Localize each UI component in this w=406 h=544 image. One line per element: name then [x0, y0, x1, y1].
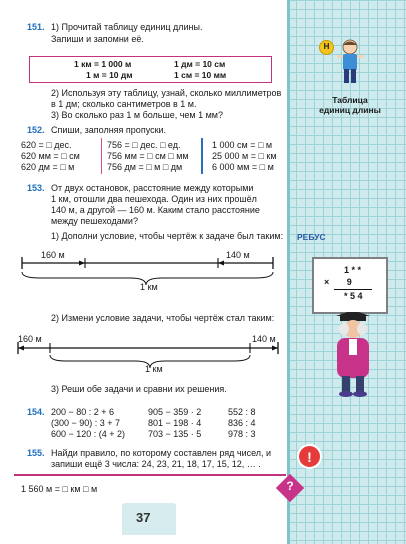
- ex153-task1: 1) Дополни условие, чтобы чертёж к задаче был таким:: [51, 231, 284, 241]
- bottom-divider: [14, 474, 286, 476]
- ex152-c2-r3: 756 дм = □ м □ дм: [107, 162, 183, 172]
- ex153-text-3: 140 м, а другой — 160 м. Каким стало расстояние: [51, 205, 260, 215]
- ex155-line2: запиши ещё 3 числа: 24, 23, 21, 18, 17, 15, 12, … .: [51, 459, 261, 469]
- rebus-row2: × 9: [324, 277, 352, 287]
- ex152-divider-1: [101, 138, 102, 174]
- ex151-line1: 1) Прочитай таблицу единиц длины.: [51, 22, 203, 32]
- unit-m: 1 м = 10 дм: [86, 70, 133, 80]
- ex153-task2: 2) Измени условие задачи, чтобы чертёж стал таким:: [51, 313, 275, 323]
- bottom-task: 1 560 м = □ км □ м: [21, 484, 98, 494]
- ex154-c1-r2: (300 − 90) : 3 + 7: [51, 418, 121, 428]
- ex152-c2-r2: 756 мм = □ см □ мм: [107, 151, 189, 161]
- d1-total-label: 1 км: [140, 282, 158, 292]
- ex153-task3: 3) Реши обе задачи и сравни их решения.: [51, 384, 227, 394]
- ex151-q2-line1: 2) Используя эту таблицу, узнай, сколько миллиметров: [51, 88, 282, 98]
- d2-right-label: 140 м: [252, 334, 276, 344]
- ex153-text-1: От двух остановок, расстояние между которыми: [51, 183, 254, 193]
- ex152-c3-r1: 1 000 см = □ м: [212, 140, 273, 150]
- rebus-line: [334, 289, 372, 290]
- exclamation-glyph: !: [307, 449, 312, 465]
- segment-diagram-2: [0, 328, 287, 378]
- hint-badge-letter: Н: [323, 42, 330, 51]
- unit-dm: 1 дм = 10 см: [174, 59, 226, 69]
- ex154-c3-r3: 978 : 3: [228, 429, 256, 439]
- exercise-153-number: 153.: [27, 183, 45, 193]
- ex154-c2-r2: 801 − 198 · 4: [148, 418, 202, 428]
- d2-left-label: 160 м: [18, 334, 42, 344]
- ex154-c3-r2: 836 : 4: [228, 418, 256, 428]
- ex152-c1-r1: 620 = □ дес.: [21, 140, 72, 150]
- ex154-c1-r3: 600 − 120 : (4 + 2): [51, 429, 126, 439]
- ex154-c2-r3: 703 − 135 · 5: [148, 429, 202, 439]
- ex153-text-4: между пешеходами?: [51, 216, 138, 226]
- exercise-155-number: 155.: [27, 448, 45, 458]
- exercise-151-number: 151.: [27, 22, 45, 32]
- ex151-q3: 3) Во сколько раз 1 м больше, чем 1 мм?: [51, 110, 223, 120]
- d2-total-label: 1 км: [145, 364, 163, 374]
- rebus-board: [312, 257, 388, 314]
- d2-arrow-left: [18, 346, 24, 351]
- length-units-table: [29, 56, 272, 83]
- rebus-row3: * 5 4: [344, 291, 363, 301]
- ex152-divider-2: [201, 138, 203, 174]
- rebus-row1: 1 * *: [344, 265, 362, 275]
- ex155-line1: Найди правило, по которому составлен ряд чисел, и: [51, 448, 272, 458]
- page-number: 37: [136, 510, 151, 525]
- d1-arrow-b: [218, 261, 224, 266]
- sidebar-title-line2: единиц длины: [319, 105, 381, 115]
- ex152-c1-r2: 620 мм = □ см: [21, 151, 80, 161]
- ex151-line2: Запиши и запомни её.: [51, 34, 144, 44]
- unit-km: 1 км = 1 000 м: [74, 59, 132, 69]
- unit-cm: 1 см = 10 мм: [174, 70, 227, 80]
- hint-badge: [319, 40, 334, 55]
- exercise-154-number: 154.: [27, 407, 45, 417]
- ex154-c2-r1: 905 − 359 · 2: [148, 407, 202, 417]
- exclamation-icon: [297, 444, 322, 469]
- d2-arrow-right: [272, 346, 278, 351]
- ex154-c1-r1: 200 − 80 : 2 + 6: [51, 407, 115, 417]
- sidebar-title-line1: Таблица: [332, 95, 368, 105]
- exercise-152-number: 152.: [27, 125, 45, 135]
- ex152-c1-r3: 620 дм = □ м: [21, 162, 75, 172]
- question-glyph: ?: [286, 479, 294, 493]
- ex154-c3-r1: 552 : 8: [228, 407, 256, 417]
- boy-figure-icon: [333, 38, 367, 90]
- d1-left-label: 160 м: [41, 250, 65, 260]
- d1-arrow-a: [79, 261, 85, 266]
- ex152-c3-r2: 25 000 м = □ км: [212, 151, 277, 161]
- sidebar-edge: [287, 0, 290, 544]
- ex152-title: Спиши, заполняя пропуски.: [51, 125, 167, 135]
- d1-right-label: 140 м: [226, 250, 250, 260]
- ex152-c2-r1: 756 = □ дес. □ ед.: [107, 140, 181, 150]
- ex152-c3-r3: 6 000 мм = □ м: [212, 162, 274, 172]
- ex153-text-2: 1 км, отошли два пешехода. Один из них прошёл: [51, 194, 257, 204]
- rebus-title: РЕБУС: [297, 232, 326, 242]
- professor-figure-icon: [322, 312, 384, 400]
- ex151-q2-line2: в 1 дм; сколько сантиметров в 1 м.: [51, 99, 197, 109]
